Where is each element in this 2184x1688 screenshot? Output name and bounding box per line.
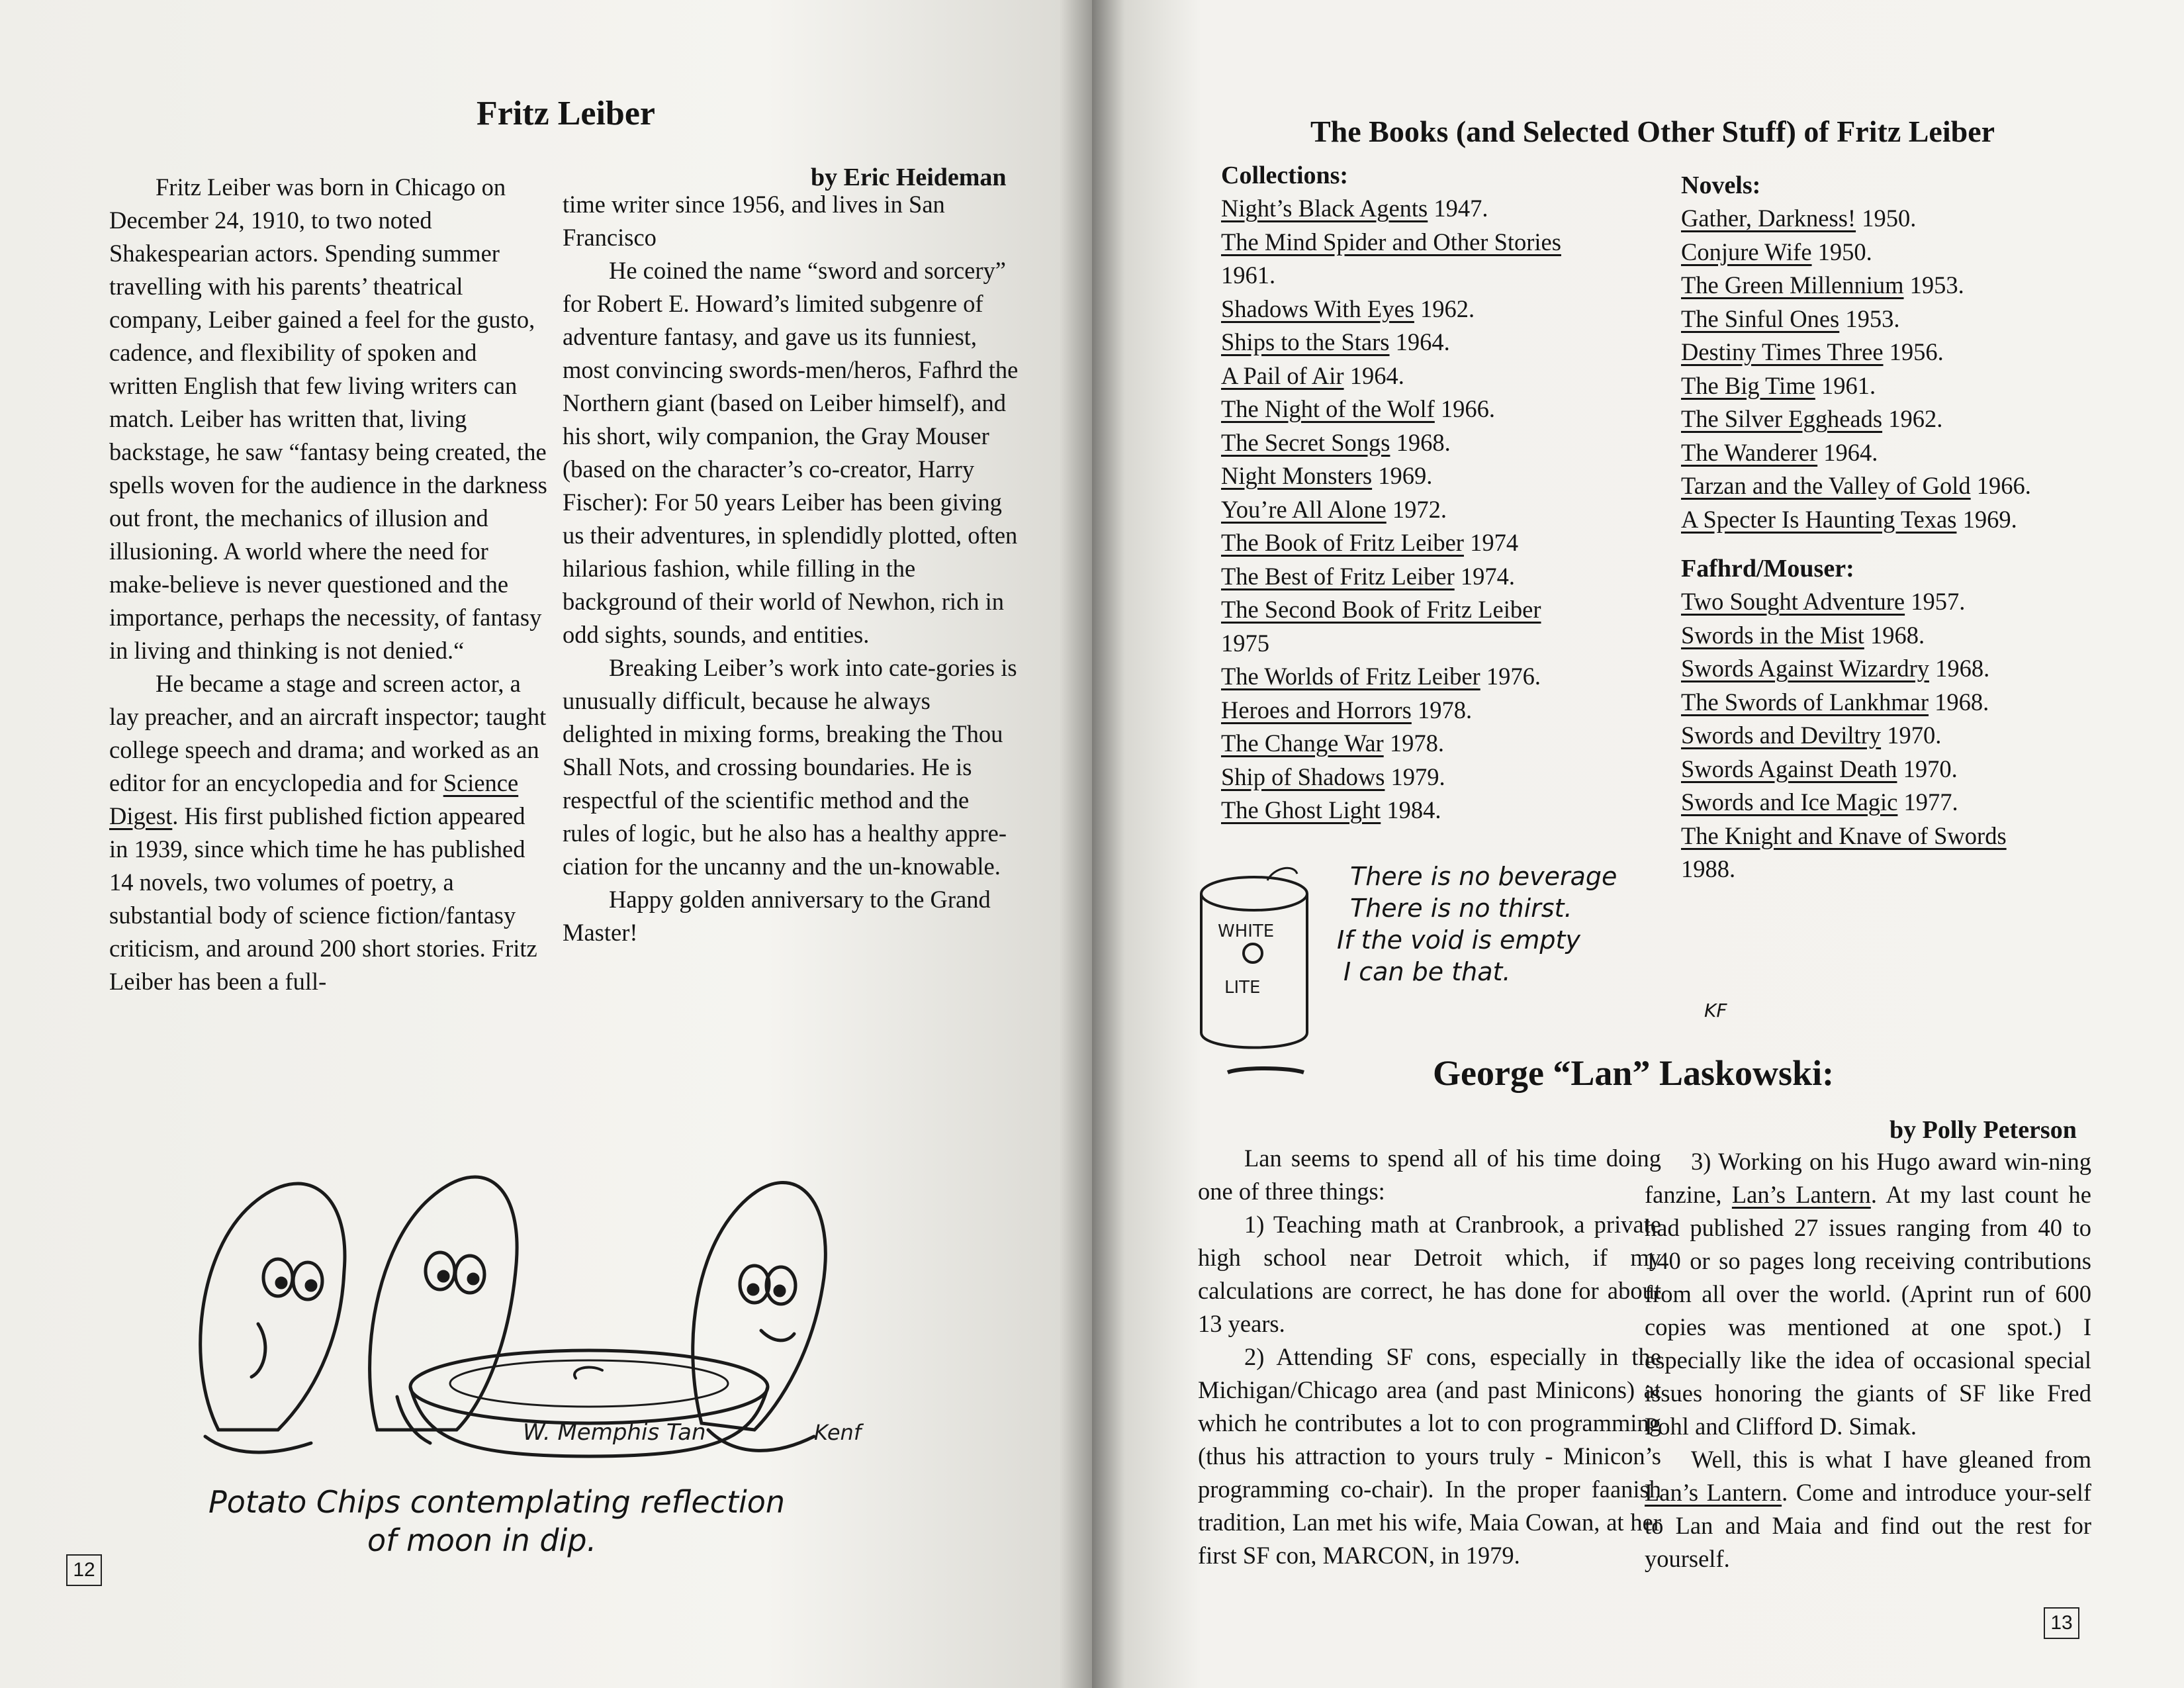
book-year: 1969.	[1962, 505, 2017, 533]
book-entry	[1681, 303, 2091, 336]
book-entry	[1221, 459, 1592, 493]
book-title: Tarzan and the Valley of Gold	[1681, 472, 1971, 499]
book-year: 1969.	[1378, 462, 1433, 489]
book-entry	[1681, 853, 2091, 886]
book-entry	[1681, 820, 2091, 853]
poem-signature: KF	[1704, 1000, 1727, 1021]
book-entry	[1221, 593, 1592, 660]
book-title: Ship of Shadows	[1221, 763, 1385, 790]
paragraph: Well, this is what I have gleaned from Lan’s Lantern. Come and introduce your-self to Lan and Maia and find out the rest for yourself.	[1645, 1446, 2091, 1572]
book-entry	[1221, 694, 1592, 727]
book-entry	[1681, 236, 2091, 269]
book-entry	[1221, 393, 1592, 426]
book-year: 1953.	[1845, 305, 1900, 332]
book-year: 1964.	[1823, 438, 1878, 466]
can-label-top: WHITE	[1218, 921, 1275, 941]
book-year: 1964.	[1395, 328, 1450, 355]
book-entry	[1681, 719, 2091, 753]
paragraph: 1) Teaching math at Cranbrook, a private high school near Detroit which, if my calculations are correct, he has done for about 13 years.	[1198, 1211, 1661, 1337]
book-title: The Big Time	[1681, 371, 1815, 399]
book-entry	[1221, 560, 1592, 594]
book-title: The Worlds of Fritz Leiber	[1221, 663, 1480, 690]
poem-line: If the void is empty	[1337, 925, 1580, 955]
book-entry	[1681, 369, 2091, 403]
page-number: 13	[2044, 1607, 2079, 1639]
book-year: 1978.	[1389, 729, 1444, 757]
magazine-title: Science Digest	[109, 769, 519, 829]
book-entry	[1681, 202, 2091, 236]
book-title: Swords Against Death	[1681, 755, 1897, 782]
book-title: Swords and Deviltry	[1681, 722, 1882, 749]
book-year: 1953.	[1909, 271, 1964, 299]
book-title: Conjure Wife	[1681, 238, 1812, 265]
book-year: 1974.	[1460, 562, 1515, 590]
page-number: 12	[66, 1554, 102, 1586]
book-year: 1962.	[1420, 295, 1475, 322]
beer-can-drawing	[1188, 847, 1340, 1086]
book-entry	[1221, 761, 1592, 794]
book-title: The Wanderer	[1681, 438, 1818, 466]
book-title: The Second Book of Fritz Leiber	[1221, 596, 1541, 623]
article-column-1	[1198, 1142, 1661, 1572]
book-entry	[1681, 585, 2091, 619]
book-year: 1950.	[1862, 205, 1917, 232]
book-year: 1988.	[1681, 855, 1736, 882]
book-year: 1961.	[1821, 371, 1876, 399]
novels-heading: Novels:	[1681, 171, 1761, 199]
book-entry	[1681, 269, 2091, 303]
paragraph: He became a stage and screen actor, a lay preacher, and an aircraft inspector; taught college speech and drama; and worked as an editor for an encyclopedia and for Science Digest. His first published fiction appeared in 1939, since which time he has published 14 novels, two volumes of poetry, a substantial body of science fiction/fantasy criticism, and around 200 short stories. Fritz Leiber has been a full-	[109, 670, 547, 995]
book-entry	[1221, 794, 1592, 827]
book-entry	[1681, 786, 2091, 820]
book-title: Swords and Ice Magic	[1681, 788, 1898, 816]
book-title: The Mind Spider and Other Stories	[1221, 228, 1561, 256]
potato-chips-cartoon	[179, 1145, 907, 1470]
book-year: 1966.	[1440, 395, 1496, 422]
book-entry	[1681, 336, 2091, 369]
book-entry	[1221, 526, 1592, 560]
book-year: 1968.	[1870, 621, 1925, 649]
handwritten-poem	[1337, 861, 1681, 988]
book-entry	[1681, 436, 2091, 470]
collections-list	[1221, 159, 1592, 827]
book-entry	[1221, 727, 1592, 761]
book-title: Night Monsters	[1221, 462, 1373, 489]
book-title: The Night of the Wolf	[1221, 395, 1435, 422]
book-year: 1977.	[1903, 788, 1958, 816]
cartoonist-signature: Kenf	[814, 1420, 862, 1445]
article-title: Fritz Leiber	[477, 95, 655, 132]
book-year: 1972.	[1392, 495, 1447, 523]
book-entry	[1221, 426, 1592, 460]
book-year: 1975	[1221, 629, 1269, 657]
paragraph: Lan seems to spend all of his time doing one of three things:	[1198, 1145, 1661, 1205]
fanzine-title: Lan’s Lantern	[1645, 1479, 1782, 1506]
paragraph: 3) Working on his Hugo award win-ning fanzine, Lan’s Lantern. At my last count he had published 27 issues ranging from 40 to 140 or so pages long receiving contributions from all over the world. (Aprint run of 600 copies was mentioned at one spot.) I especially like the idea of occasional special issues honoring the giants of SF like Fred Pohl and Clifford D. Simak.	[1645, 1148, 2092, 1440]
book-year: 1964.	[1349, 361, 1404, 389]
article-title: George “Lan” Laskowski:	[1433, 1053, 1835, 1093]
poem-line: I can be that.	[1343, 957, 1511, 986]
text-column-2	[563, 188, 1019, 949]
book-title: Ships to the Stars	[1221, 328, 1390, 355]
book-entry	[1681, 652, 2091, 686]
book-title: The Swords of Lankhmar	[1681, 688, 1929, 716]
book-title: The Silver Eggheads	[1681, 405, 1883, 432]
book-year: 1968.	[1396, 428, 1451, 456]
book-year: 1957.	[1911, 588, 1966, 615]
book-entry	[1681, 619, 2091, 653]
paragraph: 2) Attending SF cons, especially in the Michigan/Chicago area (and past Minicons) at which he contributes a lot to con programming (thus his attraction to yours truly - Minicon’s programming co-chair). In the proper faanish tradition, Lan met his wife, Maia Cowan, at her first SF con, MARCON, in 1979.	[1198, 1343, 1661, 1569]
book-year: 1976.	[1486, 663, 1541, 690]
book-title: Swords Against Wizardry	[1681, 655, 1929, 682]
book-year: 1978.	[1417, 696, 1473, 724]
text-column-1	[109, 171, 549, 998]
book-title: The Book of Fritz Leiber	[1221, 529, 1464, 556]
paragraph: time writer since 1956, and lives in San Francisco	[563, 191, 945, 251]
book-title: The Best of Fritz Leiber	[1221, 562, 1455, 590]
paragraph: He coined the name “sword and sorcery” for Robert E. Howard’s limited subgenre of adventure fantasy, and gave us its funniest, most convincing swords-men/heros, Fafhrd the Northern giant (based on Leiber himself), and his short, wily companion, the Gray Mouser (based on the character’s co-creator, Harry Fischer): For 50 years Leiber has been giving us their adventures, in splendidly plotted, often hilarious fashion, while filling in the background of their world of Newhon, rich in odd sights, sounds, and entities.	[563, 257, 1019, 648]
book-year: 1968.	[1934, 688, 1989, 716]
book-year: 1968.	[1935, 655, 1990, 682]
book-year: 1970.	[1903, 755, 1958, 782]
book-title: You’re All Alone	[1221, 495, 1387, 523]
caption-line: Potato Chips contemplating reflection	[208, 1484, 786, 1520]
can-label-bottom: LITE	[1224, 978, 1261, 998]
book-entry	[1221, 259, 1592, 293]
poem-line: There is no thirst.	[1350, 894, 1572, 923]
paragraph: Fritz Leiber was born in Chicago on December 24, 1910, to two noted Shakespearian actors. Spending summer travelling with his parents’ theatrical company, Leiber gained a feel for the gusto, cadence, and flexibility of spoken and written English that few living writers can match. Leiber has written that, living backstage, he saw “fantasy being created, the spells woven for the audience in the darkness out front, the mechanics of illusion and illusioning. A world where the need for make-believe is never questioned and the importance, perhaps the necessity, of fantasy in living and thinking is not denied.“	[109, 173, 547, 664]
book-title: A Specter Is Haunting Texas	[1681, 505, 1957, 533]
book-title: Two Sought Adventure	[1681, 588, 1905, 615]
book-title: The Secret Songs	[1221, 428, 1390, 456]
collections-heading: Collections:	[1221, 162, 1349, 189]
book-entry	[1681, 469, 2091, 503]
book-year: 1961.	[1221, 261, 1276, 289]
book-year: 1979.	[1390, 763, 1445, 790]
book-entry	[1681, 753, 2091, 786]
novels-list	[1681, 169, 2091, 886]
book-year: 1947.	[1433, 195, 1488, 222]
book-entry	[1681, 686, 2091, 720]
poem-line: There is no beverage	[1350, 862, 1617, 891]
article-column-2	[1645, 1145, 2091, 1575]
novels-items	[1681, 202, 2091, 536]
bowl-label: W. Memphis Tan	[523, 1419, 706, 1446]
book-entry	[1221, 660, 1592, 694]
book-entry	[1681, 503, 2091, 537]
cartoon-caption	[208, 1483, 870, 1560]
book-title: Night’s Black Agents	[1221, 195, 1428, 222]
article-byline: by Polly Peterson	[1889, 1116, 2077, 1144]
fanzine-title: Lan’s Lantern	[1731, 1181, 1871, 1208]
bibliography-title: The Books (and Selected Other Stuff) of Fritz Leiber	[1310, 115, 1995, 148]
book-year: 1984.	[1387, 796, 1441, 823]
book-entry	[1221, 192, 1592, 226]
book-entry	[1221, 326, 1592, 359]
right-page	[1092, 0, 2184, 1688]
paragraph: Happy golden anniversary to the Grand Master!	[563, 886, 991, 946]
book-entry	[1221, 359, 1592, 393]
book-year: 1956.	[1889, 338, 1944, 365]
caption-line: of moon in dip.	[367, 1523, 597, 1558]
book-title: Swords in the Mist	[1681, 621, 1864, 649]
book-title: The Change War	[1221, 729, 1384, 757]
article-byline: by Eric Heideman	[811, 164, 1007, 191]
book-title: Destiny Times Three	[1681, 338, 1884, 365]
fafhrd-heading: Fafhrd/Mouser:	[1681, 555, 1854, 583]
fafhrd-items	[1681, 585, 2091, 886]
paragraph: Breaking Leiber’s work into cate-gories is unusually difficult, because he always delighted in mixing forms, breaking the Thou Shall Nots, and crossing boundaries. He is respectful of the scientific method and the rules of logic, but he also has a healthy appre-ciation for the uncanny and the un-knowable.	[563, 654, 1017, 880]
book-title: A Pail of Air	[1221, 361, 1344, 389]
book-entry	[1681, 402, 2091, 436]
book-title: The Green Millennium	[1681, 271, 1904, 299]
book-title: Shadows With Eyes	[1221, 295, 1414, 322]
book-title: The Knight and Knave of Swords	[1681, 821, 2007, 849]
book-entry	[1221, 293, 1592, 326]
book-title: The Sinful Ones	[1681, 305, 1840, 332]
book-year: 1962.	[1888, 405, 1943, 432]
book-title: The Ghost Light	[1221, 796, 1381, 823]
book-year: 1970.	[1887, 722, 1942, 749]
book-year: 1974	[1470, 529, 1519, 556]
book-entry	[1221, 493, 1592, 527]
collections-items	[1221, 192, 1592, 827]
book-title: Heroes and Horrors	[1221, 696, 1412, 724]
book-year: 1950.	[1817, 238, 1872, 265]
book-entry	[1221, 226, 1592, 259]
book-year: 1966.	[1976, 472, 2031, 499]
book-title: Gather, Darkness!	[1681, 205, 1856, 232]
